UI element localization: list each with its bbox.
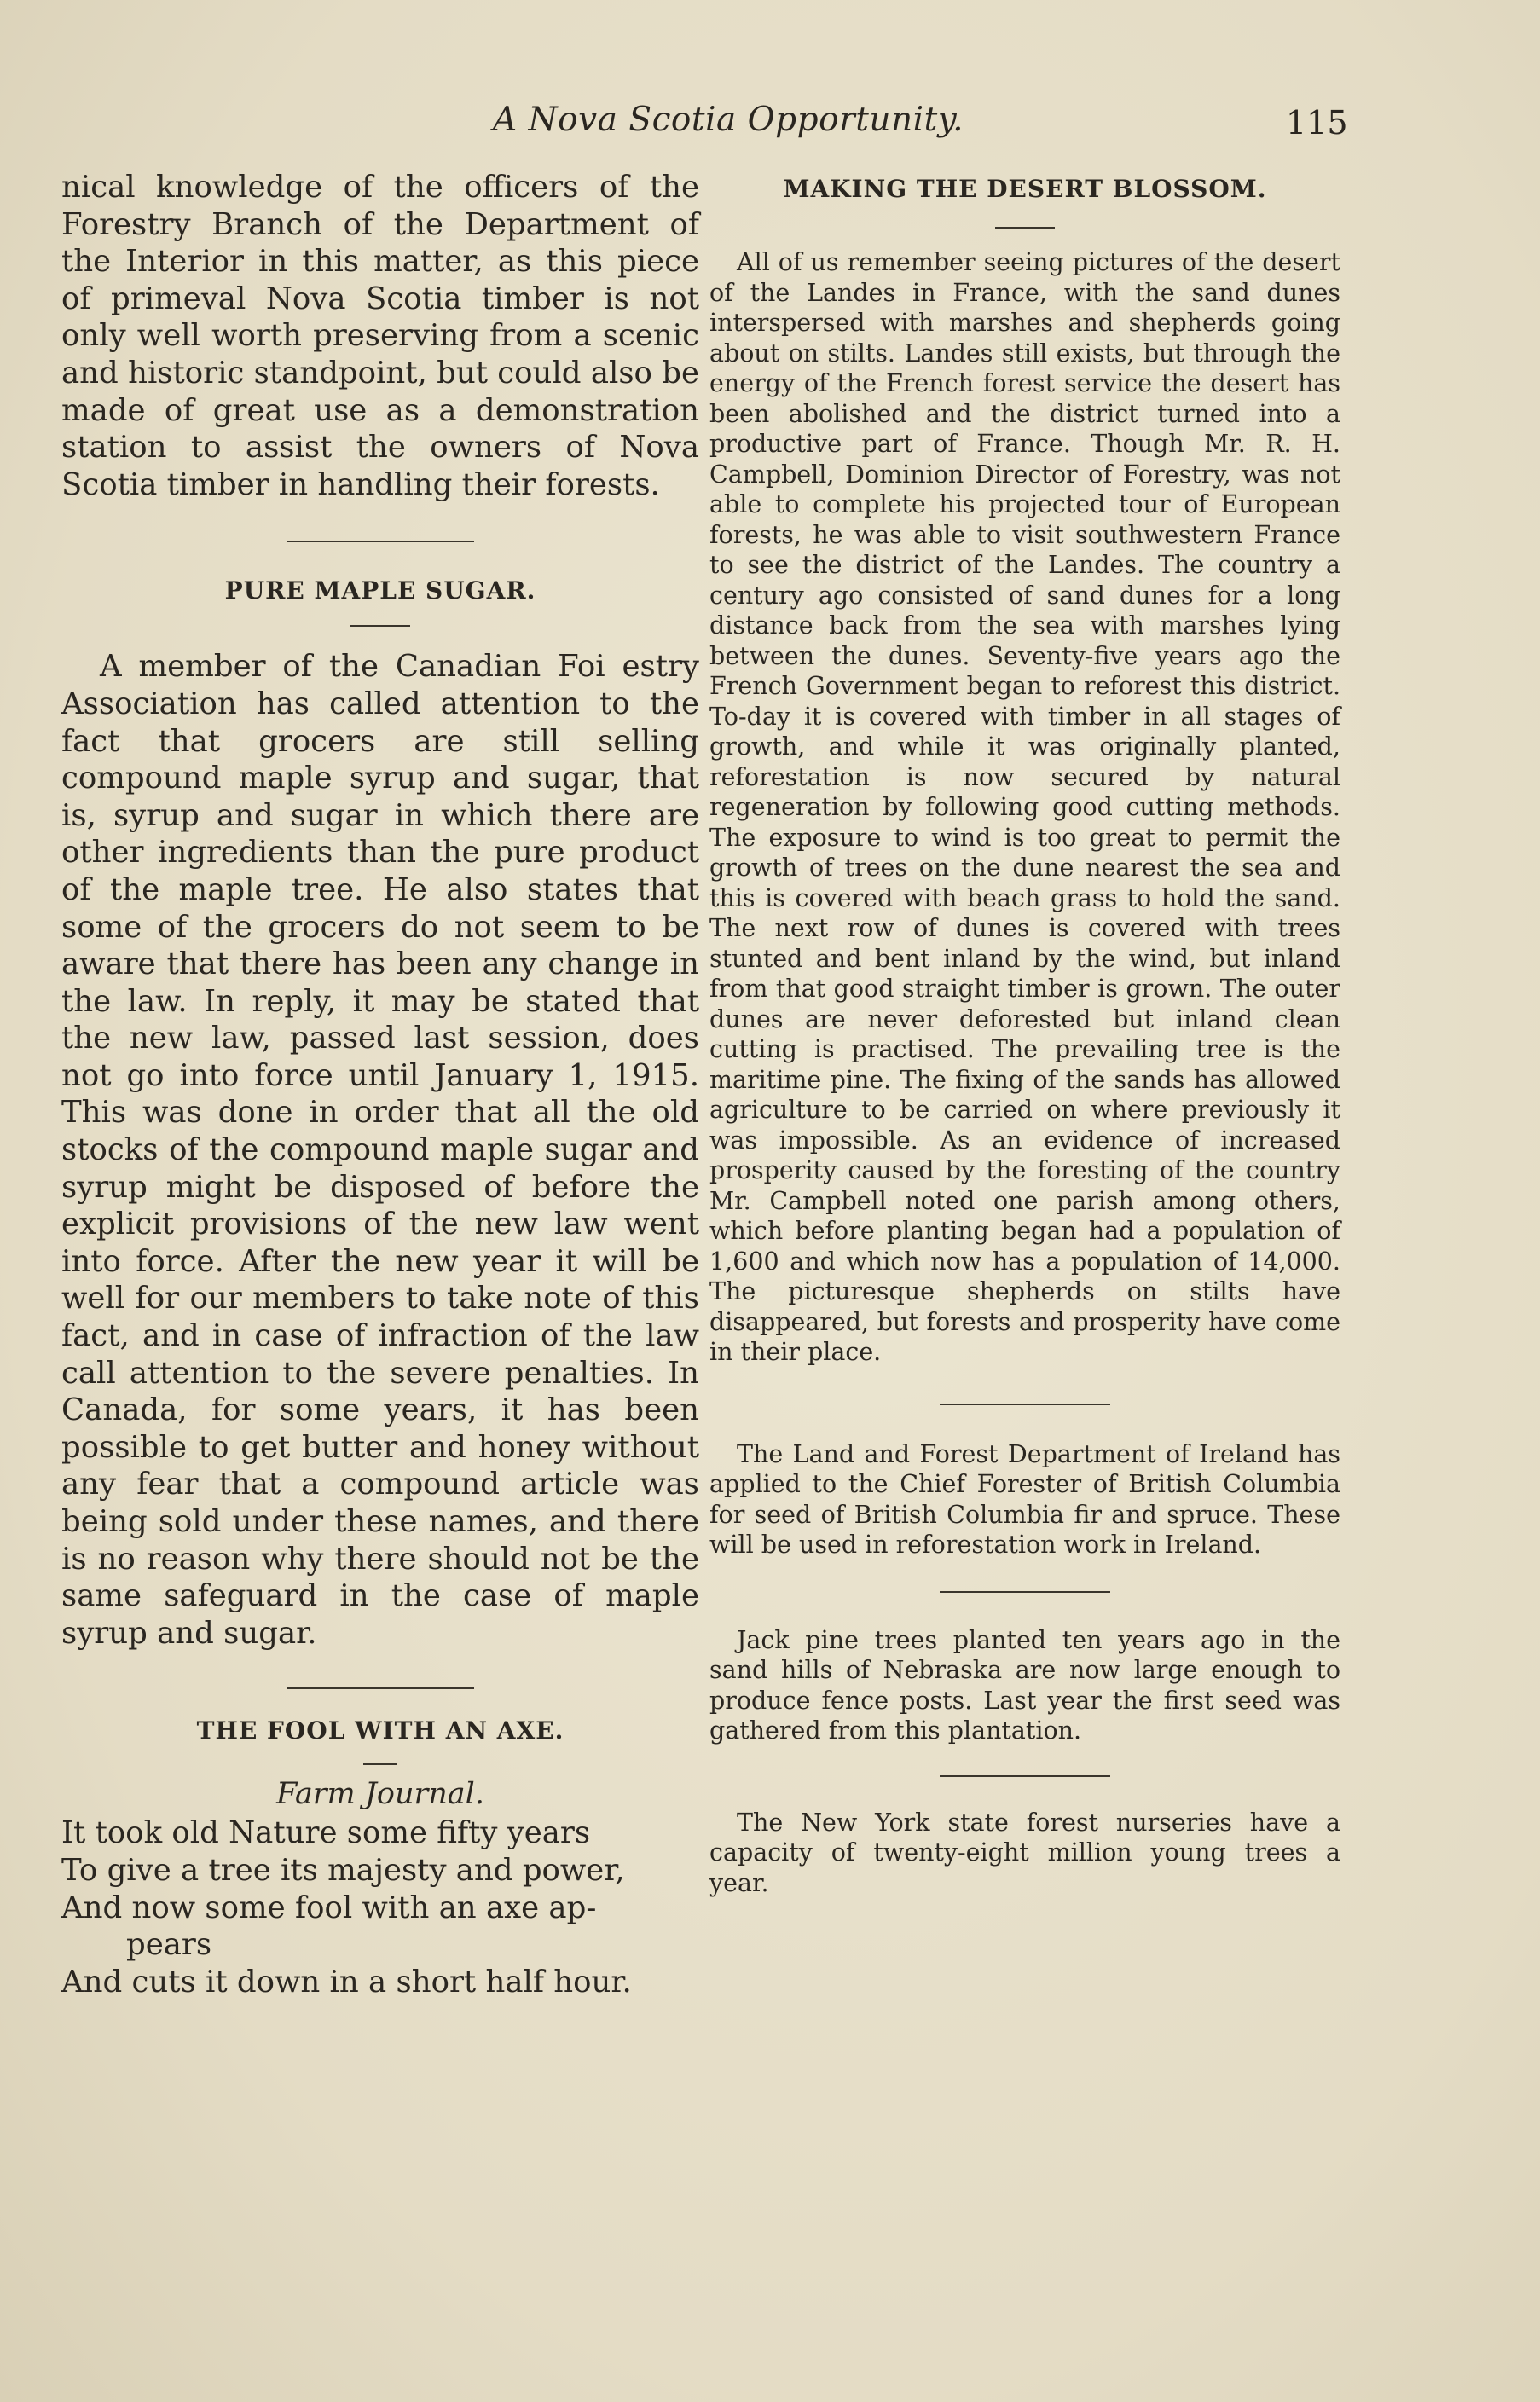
poem-source: Farm Journal. bbox=[276, 1777, 484, 1812]
intro-paragraph: nical knowledge of the officers of the Forestry Branch of the Department of the Interior in this matter, as this piece of primeval Nova Scotia timber is not only well worth preserving from a scenic and historic standpoint, but could also be made of great use as a demonstration station to assist the owners of Nova Scotia timber in handling their forests. bbox=[61, 170, 699, 502]
fool-with-axe-heading: THE FOOL WITH AN AXE. bbox=[196, 1716, 564, 1745]
maple-sugar-heading: PURE MAPLE SUGAR. bbox=[224, 576, 536, 605]
poem-line-continuation: pears bbox=[126, 1927, 212, 1963]
left-column bbox=[61, 169, 699, 2000]
poem-line: To give a tree its majesty and power, bbox=[61, 1852, 625, 1888]
poem-line: And cuts it down in a short half hour. bbox=[61, 1964, 632, 2000]
poem-line: It took old Nature some fifty years bbox=[61, 1815, 591, 1851]
nebraska-paragraph: Jack pine trees planted ten years ago in the sand hills of Nebraska are now large enough to produce fence posts. Last year the first seed was gathered from this plantation. bbox=[709, 1625, 1340, 1745]
desert-blossom-heading: MAKING THE DESERT BLOSSOM. bbox=[783, 175, 1267, 203]
page-number: 115 bbox=[1286, 104, 1348, 142]
running-header bbox=[0, 101, 1540, 160]
desert-blossom-paragraph: All of us remember seeing pictures of the desert of the Landes in France, with the sand dunes interspersed with marshes and shepherds going about on stilts. Landes still exists, but through the energy of the French forest service the desert has been abolished and the district turned into a productive part of France. Though Mr. R. H. Campbell, Dominion Director of Forestry, was not able to complete his projected tour of European forests, he was able to visit southwestern France to see the district of the Landes. The country a century ago consisted of sand dunes for a long distance back from the sea with marshes lying between the dunes. Seventy-five years ago the French Government began to reforest this district. To-day it is covered with timber in all stages of growth, and while it was originally planted, reforestation is now secured by natural regeneration by following good cutting methods. The exposure to wind is too great to permit the growth of trees on the dune nearest the sea and this is covered with beach grass to hold the sand. The next row of dunes is covered with trees stunted and bent inland by the wind, but inland from that good straight timber is grown. The outer dunes are never deforested but inland clean cutting is practised. The prevailing tree is the maritime pine. The fixing of the sands has allowed agriculture to be carried on where previously it was impossible. As an evidence of increased prosperity caused by the foresting of the country Mr. Campbell noted one parish among others, which before planting began had a population of 1,600 and which now has a population of 14,000. The picturesque shepherds on stilts have disappeared, but forests and prosperity have come in their place. bbox=[709, 248, 1340, 1366]
ireland-paragraph: The Land and Forest Department of Ireland has applied to the Chief Forester of British Columbia for seed of British Columbia fir and spruce. These will be used in reforestation work in Ireland. bbox=[709, 1439, 1340, 1559]
poem-line: And now some fool with an axe ap- bbox=[61, 1890, 597, 1925]
running-title: A Nova Scotia Opportunity. bbox=[493, 101, 964, 139]
right-column bbox=[709, 175, 1340, 1898]
maple-sugar-paragraph: A member of the Canadian Foi estry Association has called attention to the fact that grocers are still selling compound maple syrup and sugar, that is, syrup and sugar in which there are other ingredients than the pure product of the maple tree. He also states that some of the grocers do not seem to be aware that there has been any change in the law. In reply, it may be stated that the new law, passed last session, does not go into force until January 1, 1915. This was done in order that all the old stocks of the compound maple sugar and syrup might be disposed of before the explicit provisions of the new law went into force. After the new year it will be well for our members to take note of this fact, and in case of infraction of the law call attention to the severe penalties. In Canada, for some years, it has been possible to get butter and honey without any fear that a compound article was being sold under these names, and there is no reason why there should not be the same safeguard in the case of maple syrup and sugar. bbox=[61, 649, 699, 1651]
poem bbox=[61, 1815, 699, 2000]
new-york-paragraph: The New York state forest nurseries have a capacity of twenty-eight million young trees a year. bbox=[709, 1808, 1340, 1897]
